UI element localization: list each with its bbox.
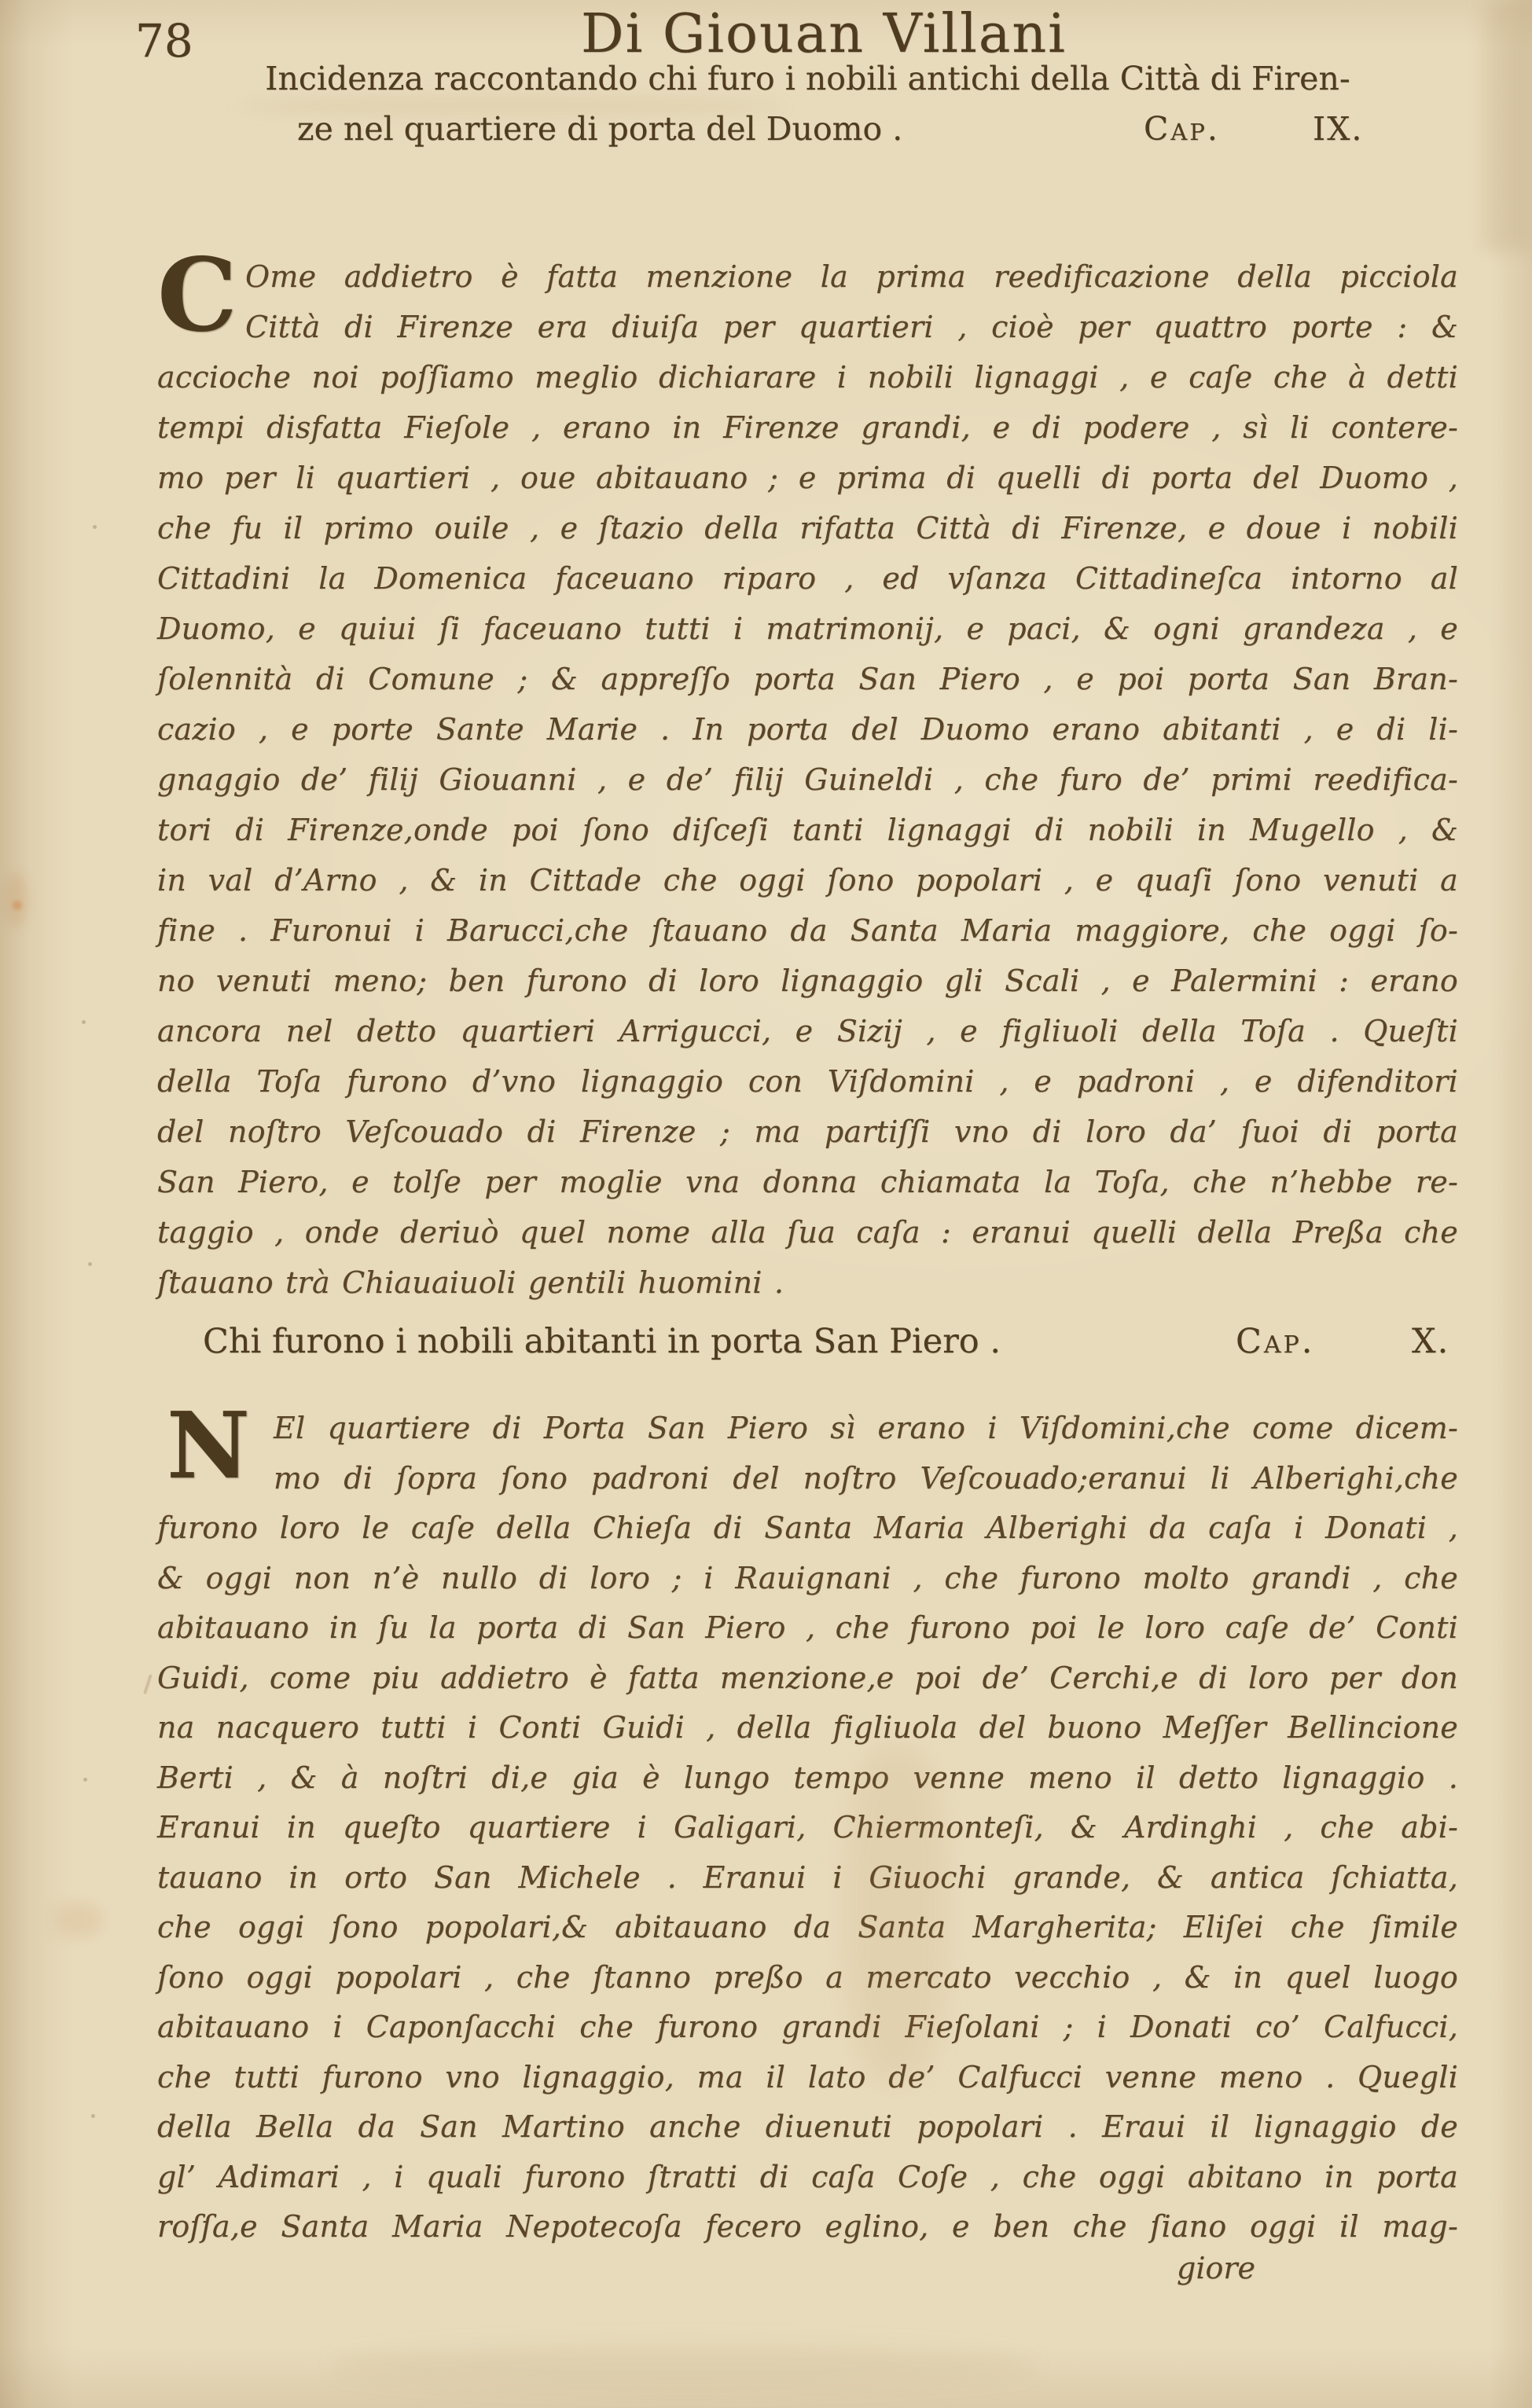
text-line: roſſa,e Santa Maria Nepotecoſa fecero eglino, e ben che ſiano oggi il mag- xyxy=(157,2209,1458,2244)
chapter9-paragraph xyxy=(157,237,1458,1308)
text-line: che tutti furono vno lignaggio, ma il lato de’ Calfucci venne meno . Quegli xyxy=(157,2059,1458,2094)
chapter9-drop-cap: C xyxy=(157,237,237,354)
text-line: taggio , onde deriuò quel nome alla ſua caſa : eranui quelli della Preßa che xyxy=(157,1215,1458,1250)
paper-discoloration xyxy=(330,2342,1038,2389)
text-line: ancora nel detto quartieri Arrigucci, e Sizij , e figliuoli della Toſa . Queſti xyxy=(157,1014,1458,1048)
chapter9-lines xyxy=(157,251,1458,1308)
ink-speck xyxy=(82,1020,86,1024)
chapter10-cap-number: X. xyxy=(1412,1322,1450,1361)
text-line: del noſtro Veſcouado di Firenze ; ma partiſſi vno di loro da’ ſuoi di porta xyxy=(157,1114,1458,1149)
chapter10-heading xyxy=(157,1322,1458,1369)
text-line: furono loro le caſe della Chieſa di Santa Maria Alberighi da caſa i Donati , xyxy=(157,1511,1458,1545)
text-line: gl’ Adimari , i quali furono ſtratti di caſa Coſe , che oggi abitano in porta xyxy=(157,2159,1458,2194)
text-line: in val d’Arno , & in Cittade che oggi ſono popolari , e quaſi ſono venuti a xyxy=(157,863,1458,897)
text-line: Berti , & à noſtri di,e gia è lungo tempo venne meno il detto lignaggio . xyxy=(157,1760,1458,1795)
text-line: tori di Firenze,onde poi ſono diſceſi tanti lignaggi di nobili in Mugello , & xyxy=(157,813,1458,847)
catchword: giore xyxy=(1177,2251,1256,2285)
text-line: che fu il primo ouile , e ſtazio della rifatta Città di Firenze, e doue i nobili xyxy=(157,511,1458,545)
text-line: Ome addietro è fatta menzione la prima reedificazione della picciola xyxy=(245,259,1458,294)
ink-scratch xyxy=(143,1674,152,1694)
text-line: fine . Furonui i Barucci,che ſtauano da Santa Maria maggiore, che oggi ſo- xyxy=(157,913,1458,948)
text-line: che oggi ſono popolari,& abitauano da Santa Margherita; Eliſei che ſimile xyxy=(157,1910,1458,1944)
chapter9-cap-label: Cap. xyxy=(1144,110,1220,148)
ink-speck xyxy=(83,1778,87,1782)
chapter9-heading-line2 xyxy=(157,110,1458,157)
chapter9-heading-line1: Incidenza raccontando chi furo i nobili antichi della Città di Firen- xyxy=(265,60,1350,97)
text-line: & oggi non n’è nullo di loro ; i Rauignani , che furono molto grandi , che xyxy=(157,1560,1458,1595)
text-line: abitauano i Caponſacchi che furono grandi Fieſolani ; i Donati co’ Calfucci, xyxy=(157,2010,1458,2044)
text-line: El quartiere di Porta San Piero sì erano i Viſdomini,che come dicem- xyxy=(274,1411,1458,1445)
page-number: 78 xyxy=(135,14,193,68)
text-line: Città di Firenze era diuiſa per quartieri , cioè per quattro porte : & xyxy=(245,310,1458,344)
text-line: no venuti meno; ben furono di loro lignaggio gli Scali , e Palermini : erano xyxy=(157,964,1458,998)
text-line: accioche noi poſſiamo meglio dichiarare i nobili lignaggi , e caſe che à detti xyxy=(157,360,1458,395)
text-line: Cittadini la Domenica faceuano riparo , ed vſanza Cittadineſca intorno al xyxy=(157,561,1458,596)
text-line: tauano in orto San Michele . Eranui i Giuochi grande, & antica ſchiatta, xyxy=(157,1859,1458,1895)
chapter10-cap-label: Cap. xyxy=(1236,1322,1315,1361)
chapter10-heading-text: Chi furono i nobili abitanti in porta San Piero . xyxy=(203,1322,1001,1361)
text-line: ſolennità di Comune ; & appreſſo porta San Piero , e poi porta San Bran- xyxy=(157,662,1458,696)
chapter10-lines xyxy=(157,1404,1458,2252)
foxing-spot xyxy=(13,901,22,910)
ink-speck xyxy=(91,2114,95,2118)
text-line: mo per li quartieri , oue abitauano ; e prima di quelli di porta del Duomo , xyxy=(157,461,1458,495)
text-line: Guidi, come piu addietro è fatta menzione,e poi de’ Cerchi,e di loro per don xyxy=(157,1660,1458,1695)
text-line: cazio , e porte Sante Marie . In porta del Duomo erano abitanti , e di li- xyxy=(157,712,1458,747)
text-line: Eranui in queſto quartiere i Galigari, Chiermonteſi, & Ardinghi , che abi- xyxy=(157,1810,1458,1845)
text-line: della Bella da San Martino anche diuenuti popolari . Eraui il lignaggio de xyxy=(157,2109,1458,2144)
text-line: Duomo, e quiui ſi faceuano tutti i matrimonij, e paci, & ogni grandeza , e xyxy=(157,611,1458,646)
foxing-stain xyxy=(55,1902,102,1938)
text-line: mo di ſopra ſono padroni del noſtro Veſcouado;eranui li Alberighi,che xyxy=(274,1460,1458,1496)
text-line: gnaggio de’ filij Giouanni , e de’ filij Guineldi , che furo de’ primi reedifica- xyxy=(157,762,1458,797)
text-line: della Toſa furono d’vno lignaggio con Viſdomini , e padroni , e difenditori xyxy=(157,1064,1458,1099)
chapter10-paragraph xyxy=(157,1393,1458,2252)
text-line: ſono oggi popolari , che ſtanno preßo a mercato vecchio , & in quel luogo xyxy=(157,1959,1458,1995)
running-title: Di Giouan Villani xyxy=(581,3,1067,65)
ink-speck xyxy=(93,525,97,529)
text-line: San Piero, e tolſe per moglie vna donna chiamata la Toſa, che n’hebbe re- xyxy=(157,1165,1458,1199)
text-line: tempi disfatta Fieſole , erano in Firenze grandi, e di podere , sì li contere- xyxy=(157,410,1458,445)
text-line: na nacquero tutti i Conti Guidi , della figliuola del buono Meſſer Bellincione xyxy=(157,1710,1458,1745)
ink-speck xyxy=(88,1262,92,1266)
chapter9-cap-number: IX. xyxy=(1313,110,1364,148)
text-line: abitauano in ſu la porta di San Piero , che furono poi le loro caſe de’ Conti xyxy=(157,1610,1458,1645)
foxing-stain xyxy=(5,872,28,927)
chapter10-drop-cap: N xyxy=(167,1393,251,1499)
chapter9-heading-text: ze nel quartiere di porta del Duomo . xyxy=(297,110,903,148)
text-line: ſtauano trà Chiauaiuoli gentili huomini . xyxy=(157,1265,784,1300)
